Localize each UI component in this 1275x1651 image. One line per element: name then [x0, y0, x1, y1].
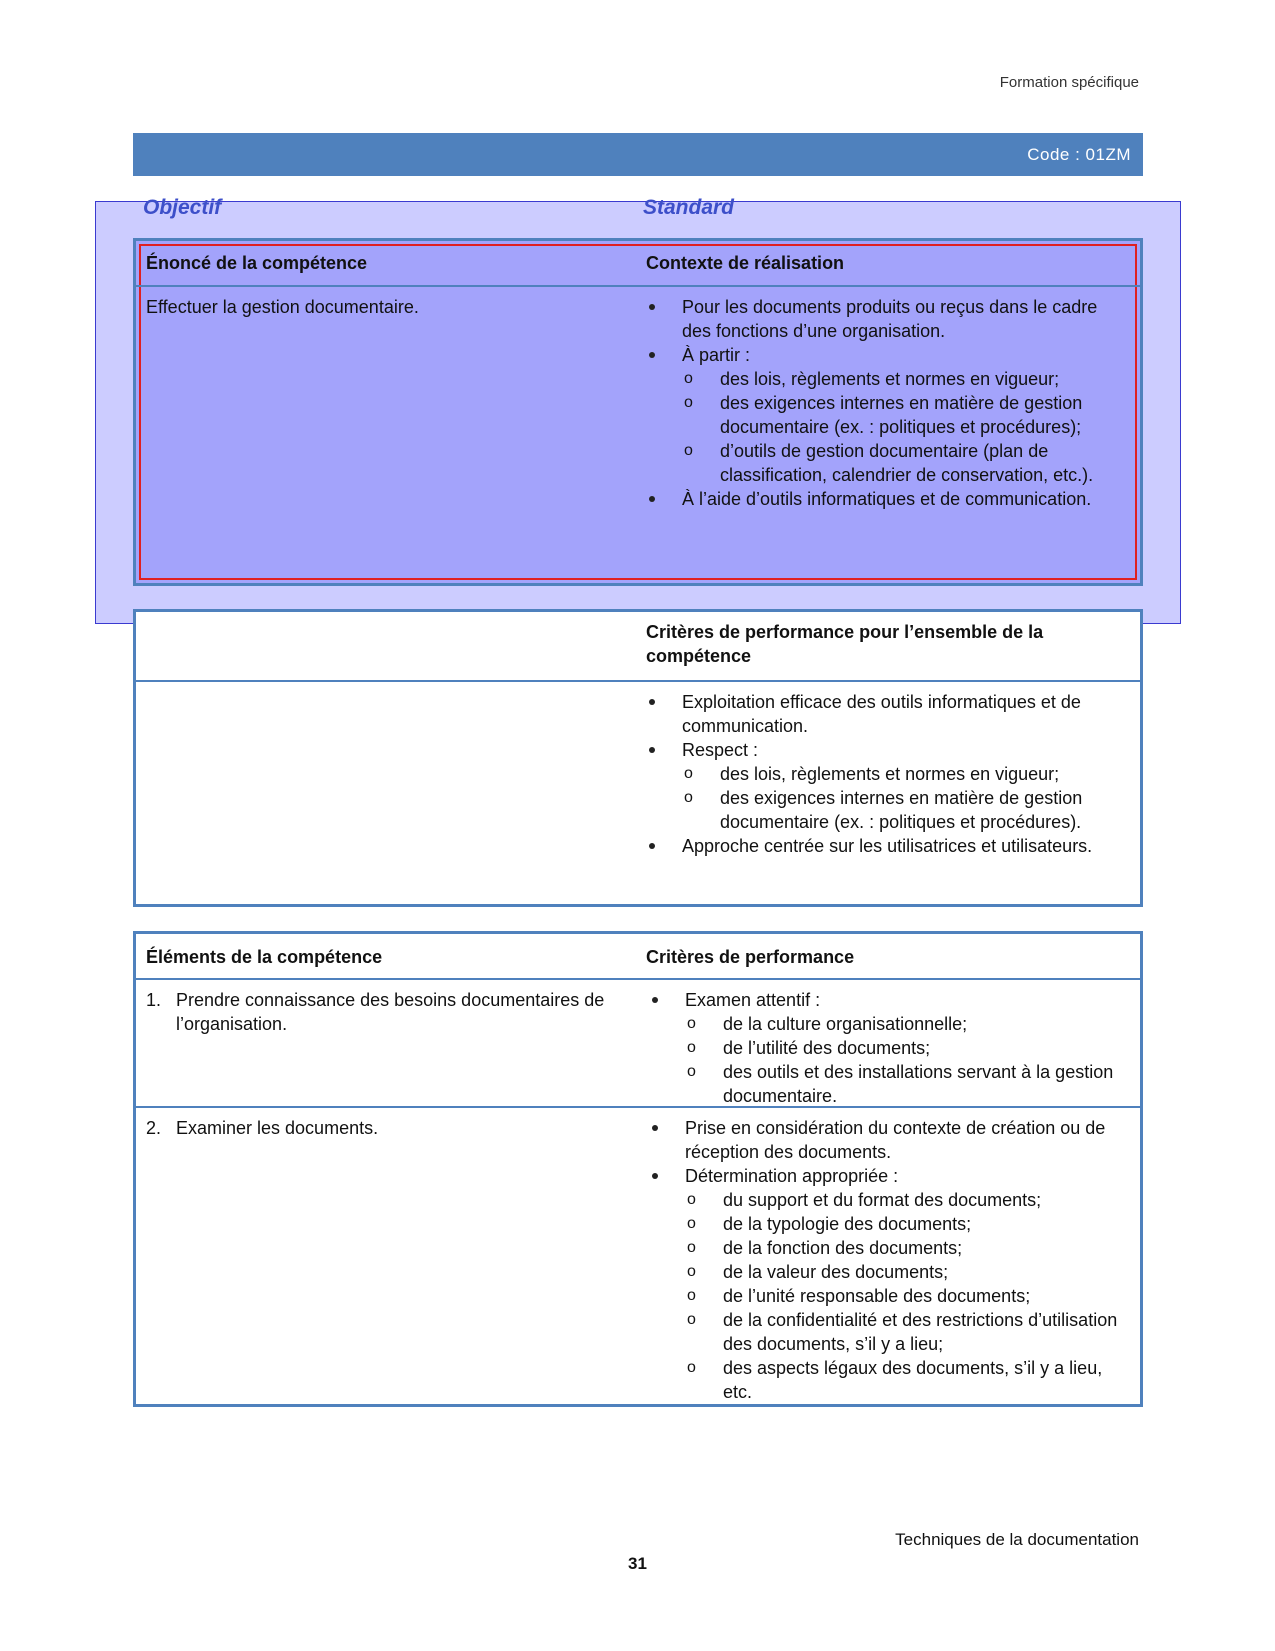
list-item [649, 988, 1119, 1108]
sub-list-item: o des lois, règlements et normes en vigueur; [684, 367, 1116, 391]
enonce-header: Énoncé de la compétence [146, 253, 368, 273]
standard-heading: Standard [643, 196, 735, 219]
list-item-text: Respect : [682, 740, 759, 760]
table-header-row [136, 612, 1140, 682]
sub-list [682, 762, 1116, 834]
list-item-text: À partir : [682, 345, 751, 365]
sub-list-item: o de la valeur des documents; [687, 1260, 1119, 1284]
sub-list-item: o de l’unité responsable des documents; [687, 1284, 1119, 1308]
running-footer: Techniques de la documentation [895, 1530, 1139, 1549]
list-item-text: Approche centrée sur les utilisatrices et utilisateurs. [682, 836, 1093, 856]
sub-list-item: o de l’utilité des documents; [687, 1036, 1119, 1060]
sub-list-item: o d’outils de gestion documentaire (plan de classification, calendrier de conservation, etc.). [684, 439, 1116, 487]
list-item [646, 487, 1116, 511]
list-item [646, 738, 1116, 834]
running-header: Formation spécifique [999, 74, 1139, 91]
list-item-text: Pour les documents produits ou reçus dans le cadre des fonctions d’une organisation. [682, 297, 1098, 341]
element-text: Prendre connaissance des besoins documentaires de l’organisation. [176, 990, 605, 1034]
element-number: 2. [146, 1118, 162, 1138]
sub-list [682, 367, 1116, 487]
objectif-heading: Objectif [143, 196, 222, 219]
list-item [649, 1164, 1119, 1404]
table-row [136, 287, 1140, 577]
list-item [649, 1116, 1119, 1164]
competency-statement-table [133, 238, 1143, 586]
sub-list [685, 1188, 1119, 1404]
sub-list-item: o de la confidentialité et des restrictions d’utilisation des documents, s’il y a lieu; [687, 1308, 1119, 1356]
code-band [133, 133, 1143, 176]
list-item-text: Détermination appropriée : [685, 1166, 899, 1186]
table-header-row [136, 241, 1140, 287]
table-row [136, 980, 1140, 1108]
criteria-header: Critères de performance [646, 947, 855, 967]
overall-criteria-list [646, 690, 1116, 858]
element-1 [146, 988, 626, 1036]
list-item [646, 343, 1116, 487]
list-item-text: Examen attentif : [685, 990, 821, 1010]
list-item [646, 834, 1116, 858]
competency-statement: Effectuer la gestion documentaire. [146, 297, 419, 317]
context-list [646, 295, 1116, 511]
overall-performance-table [133, 609, 1143, 907]
list-item-text: Prise en considération du contexte de création ou de réception des documents. [685, 1118, 1106, 1162]
sub-list-item: o des aspects légaux des documents, s’il y a lieu, etc. [687, 1356, 1119, 1404]
sub-list-item: o des outils et des installations servant à la gestion documentaire. [687, 1060, 1119, 1108]
page-number: 31 [628, 1554, 647, 1573]
sub-list-item: o de la fonction des documents; [687, 1236, 1119, 1260]
competency-code: Code : 01ZM [1027, 145, 1131, 164]
table-row [136, 682, 1140, 906]
criteria-list-2 [649, 1116, 1119, 1404]
element-text: Examiner les documents. [176, 1118, 379, 1138]
elements-header: Éléments de la compétence [146, 947, 383, 967]
sub-list-item: o des exigences internes en matière de gestion documentaire (ex. : politiques et procédures). [684, 786, 1116, 834]
sub-list-item: o de la typologie des documents; [687, 1212, 1119, 1236]
sub-list [685, 1012, 1119, 1108]
table-row [136, 1108, 1140, 1408]
contexte-header: Contexte de réalisation [646, 253, 845, 273]
list-item [646, 690, 1116, 738]
overall-criteria-header: Critères de performance pour l’ensemble de la compétence [646, 622, 1044, 666]
sub-list-item: o de la culture organisationnelle; [687, 1012, 1119, 1036]
list-item-text: Exploitation efficace des outils informatiques et de communication. [682, 692, 1081, 736]
criteria-list-1 [649, 988, 1119, 1108]
elements-table [133, 931, 1143, 1407]
sub-list-item: o du support et du format des documents; [687, 1188, 1119, 1212]
element-2 [146, 1116, 626, 1140]
sub-list-item: o des lois, règlements et normes en vigueur; [684, 762, 1116, 786]
list-item-text: À l’aide d’outils informatiques et de communication. [682, 489, 1092, 509]
table-header-row [136, 934, 1140, 980]
sub-list-item: o des exigences internes en matière de gestion documentaire (ex. : politiques et procédures); [684, 391, 1116, 439]
element-number: 1. [146, 990, 162, 1010]
list-item [646, 295, 1116, 343]
